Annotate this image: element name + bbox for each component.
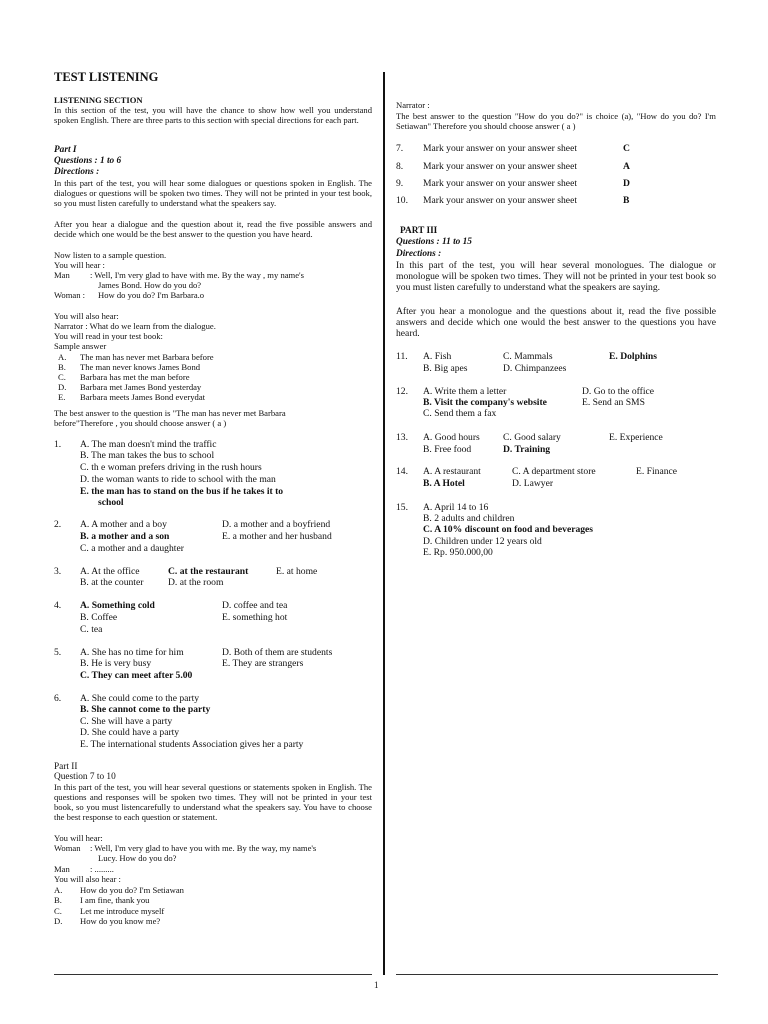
part3-heading: PART III: [400, 226, 438, 236]
option-a: A. A restaurant: [423, 466, 481, 477]
option-c: C. at the restaurant: [168, 566, 249, 577]
option-c: C. A 10% discount on food and beverages: [423, 524, 594, 535]
option-c: C. a mother and a daughter: [80, 543, 184, 554]
part2-heading: Part II: [54, 762, 78, 772]
mark-answer: B: [623, 195, 630, 206]
option-c: C. tea: [80, 624, 103, 635]
best-answer-line-2: before"Therefore , you should choose answer ( a ): [54, 418, 227, 428]
question-number: 15.: [396, 502, 408, 513]
option-b: B. Coffee: [80, 612, 118, 623]
question-number: 2.: [54, 519, 62, 530]
option-e: E. The international students Association gives her a party: [80, 739, 304, 750]
question-number: 14.: [396, 466, 408, 477]
option-b: B. Big apes: [423, 363, 468, 374]
option-d: D. Lawyer: [512, 478, 554, 489]
question-number: 4.: [54, 600, 62, 611]
part2-letter: C.: [54, 906, 62, 916]
part2-directions: In this part of the test, you will hear several questions or statements spoken in English. The questions and responses will be spoken two times. They will not be printed in your test book, so you must listencarefully to understand what the speakers say. You have to choose the best response to each question or statement.: [54, 782, 372, 822]
narrator-text: The best answer to the question "How do you do?" is choice (a), "How do you do? I'm Setiawan" Therefore you should choose answer ( a ): [396, 111, 716, 131]
sample-option: The man has never met Barbara before: [80, 352, 214, 362]
mark-text: Mark your answer on your answer sheet: [423, 161, 577, 172]
part3-directions-1: In this part of the test, you will hear several monologues. The dialogue or monologue will be spoken two times. They will not be printed in your test book so you must listen carefully to understand what the speakers are saying.: [396, 260, 716, 293]
mark-number: 9.: [396, 178, 404, 189]
part2-option: How do you know me?: [80, 916, 161, 926]
option-e: E. Finance: [636, 466, 678, 477]
sample-letter: C.: [58, 372, 66, 382]
narrator-label: Narrator :: [396, 100, 430, 110]
sample-option: Barbara meets James Bond everydat: [80, 392, 206, 402]
option-b: B. Visit the company's website: [423, 397, 547, 408]
option-b: B. a mother and a son: [80, 531, 170, 542]
option-b: B. 2 adults and children: [423, 513, 515, 524]
option-c: C. Good salary: [503, 432, 561, 443]
narrator-line: Narrator : What do we learn from the dialogue.: [54, 321, 216, 331]
option-e: E. something hot: [222, 612, 288, 623]
part3-directions-2: After you hear a monologue and the questions about it, read the five possible answers and decide which one would the best answer to the questions you have heard.: [396, 306, 716, 339]
option-b: B. The man takes the bus to school: [80, 450, 215, 461]
option-d: D. Children under 12 years old: [423, 536, 542, 547]
mark-number: 10.: [396, 195, 408, 206]
option-c: C. A department store: [512, 466, 596, 477]
page-number: 1: [374, 980, 379, 990]
sample-letter: B.: [58, 362, 66, 372]
option-c: C. Send them a fax: [423, 408, 497, 419]
option-d: D. Chimpanzees: [503, 363, 567, 374]
part2-letter: B.: [54, 895, 62, 905]
man-line-2: James Bond. How do you do?: [98, 280, 202, 290]
option-c: C. Mammals: [503, 351, 553, 362]
man-label: Man: [54, 270, 70, 280]
option-a: A. At the office: [80, 566, 140, 577]
option-e: E. the man has to stand on the bus if he takes it to: [80, 486, 284, 497]
option-e: E. a mother and her husband: [222, 531, 332, 542]
mark-answer: D: [623, 178, 630, 189]
option-b: B. Free food: [423, 444, 472, 455]
part3-directions-label: Directions :: [396, 249, 442, 259]
part1-directions-label: Directions :: [54, 167, 100, 177]
option-e-cont: school: [98, 497, 124, 508]
part2-man-label: Man: [54, 864, 70, 874]
part2-letter: A.: [54, 885, 63, 895]
option-e: E. at home: [276, 566, 318, 577]
part2-letter: D.: [54, 916, 63, 926]
question-number: 3.: [54, 566, 62, 577]
part3-questions: Questions : 11 to 15: [396, 237, 472, 247]
option-b: B. A Hotel: [423, 478, 465, 489]
part2-you-will-hear: You will hear:: [54, 833, 103, 843]
option-e: E. Send an SMS: [582, 397, 645, 408]
option-e: E. Dolphins: [609, 351, 657, 362]
column-divider: [383, 72, 385, 975]
man-line-1: : Well, I'm very glad to have with me. By the way , my name's: [90, 270, 304, 280]
option-c: C. She will have a party: [80, 716, 173, 727]
option-a: A. Good hours: [423, 432, 480, 443]
option-e: E. They are strangers: [222, 658, 304, 669]
question-number: 11.: [396, 351, 408, 362]
part1-directions-2: After you hear a dialogue and the question about it, read the five possible answers and decide which one would be the best answer to the question you have heard.: [54, 219, 372, 239]
part2-woman-label: Woman: [54, 843, 81, 853]
part2-option: How do you do? I'm Setiawan: [80, 885, 184, 895]
question-number: 6.: [54, 693, 62, 704]
part1-directions-1: In this part of the test, you will hear some dialogues or questions spoken in English. The dialogues or questions will be spoken two times. They will not be printed in your test book, so you must listen carefully to understand what the speakers say.: [54, 178, 372, 208]
listening-section-heading: LISTENING SECTION: [54, 95, 143, 105]
sample-option: Barbara met James Bond yesterday: [80, 382, 202, 392]
mark-number: 7.: [396, 143, 404, 154]
mark-answer: C: [623, 143, 630, 154]
option-a: A. April 14 to 16: [423, 502, 489, 513]
mark-text: Mark your answer on your answer sheet: [423, 195, 577, 206]
question-number: 12.: [396, 386, 408, 397]
part2-man-line: : .........: [90, 864, 114, 874]
mark-answer: A: [623, 161, 630, 172]
part2-woman-line-2: Lucy. How do you do?: [98, 853, 177, 863]
you-will-also-hear: You will also hear:: [54, 311, 119, 321]
part2-option: Let me introduce myself: [80, 906, 165, 916]
sample-answer-label: Sample answer: [54, 341, 107, 351]
mark-text: Mark your answer on your answer sheet: [423, 143, 577, 154]
option-d: D. She could have a party: [80, 727, 180, 738]
option-a: A. The man doesn't mind the traffic: [80, 439, 217, 450]
part1-heading: Part I: [54, 145, 77, 155]
part2-you-will-also-hear: You will also hear :: [54, 874, 121, 884]
part2-option: I am fine, thank you: [80, 895, 150, 905]
option-a: A. Fish: [423, 351, 452, 362]
option-a: A. Something cold: [80, 600, 155, 611]
you-will-hear: You will hear :: [54, 260, 105, 270]
footer-line-left: [54, 974, 372, 975]
mark-text: Mark your answer on your answer sheet: [423, 178, 577, 189]
sample-letter: A.: [58, 352, 67, 362]
option-a: A. She could come to the party: [80, 693, 200, 704]
option-d: D. coffee and tea: [222, 600, 288, 611]
page-title: TEST LISTENING: [54, 70, 159, 84]
option-d: D. Both of them are students: [222, 647, 333, 658]
sample-letter: D.: [58, 382, 67, 392]
mark-number: 8.: [396, 161, 404, 172]
option-d: D. Go to the office: [582, 386, 655, 397]
part1-questions: Questions : 1 to 6: [54, 156, 122, 166]
option-a: A. Write them a letter: [423, 386, 507, 397]
option-d: D. Training: [503, 444, 551, 455]
part2-questions: Question 7 to 10: [54, 772, 116, 782]
option-b: B. at the counter: [80, 577, 144, 588]
option-d: D. at the room: [168, 577, 224, 588]
option-b: B. She cannot come to the party: [80, 704, 211, 715]
option-e: E. Rp. 950.000,00: [423, 547, 493, 558]
best-answer-line-1: The best answer to the question is "The man has never met Barbara: [54, 408, 286, 418]
now-listen: Now listen to a sample question.: [54, 250, 167, 260]
option-c: C. th e woman prefers driving in the rush hours: [80, 462, 262, 473]
question-number: 5.: [54, 647, 62, 658]
option-d: D. the woman wants to ride to school with the man: [80, 474, 276, 485]
sample-option: The man never knows James Bond: [80, 362, 201, 372]
sample-option: Barbara has met the man before: [80, 372, 190, 382]
read-in-book: You will read in your test book:: [54, 331, 163, 341]
option-e: E. Experience: [609, 432, 663, 443]
question-number: 13.: [396, 432, 408, 443]
footer-line-right: [396, 974, 718, 975]
option-a: A. She has no time for him: [80, 647, 184, 658]
option-c: C. They can meet after 5.00: [80, 670, 193, 681]
option-a: A. A mother and a boy: [80, 519, 167, 530]
option-b: B. He is very busy: [80, 658, 152, 669]
sample-letter: E.: [58, 392, 66, 402]
part2-woman-line-1: : Well, I'm very glad to have you with me. By the way, my name's: [90, 843, 317, 853]
option-d: D. a mother and a boyfriend: [222, 519, 331, 530]
woman-label: Woman :: [54, 290, 86, 300]
listening-section-intro: In this section of the test, you will have the chance to show how well you understand spoken English. There are three parts to this section with special directions for each part.: [54, 105, 372, 125]
question-number: 1.: [54, 439, 62, 450]
woman-line: How do you do? I'm Barbara.o: [98, 290, 205, 300]
